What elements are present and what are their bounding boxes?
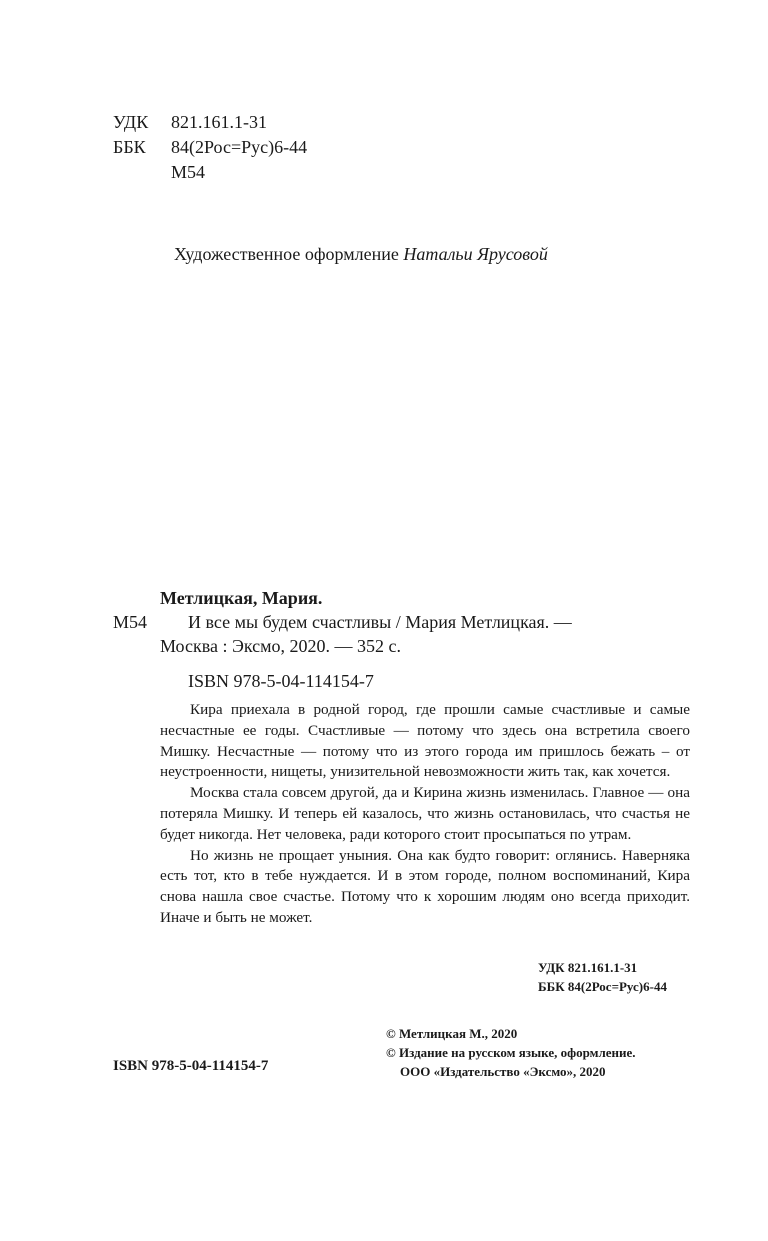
copyright-author: © Метлицкая М., 2020 — [386, 1026, 518, 1041]
bib-isbn: ISBN 978-5-04-114154-7 — [188, 671, 374, 691]
footer-udk: УДК 821.161.1-31 — [538, 960, 638, 975]
annotation-paragraph-2: Москва стала совсем другой, да и Кирина жизнь изменилась. Главное — она потеряла Мишку. И теперь ей казалось, что жизнь остановилась, что счастья не будет никогда. Нет человека, ради которого стоит просыпаться по утрам. — [160, 784, 690, 843]
bib-author: Метлицкая, Мария. — [160, 588, 323, 608]
isbn-bottom: ISBN 978-5-04-114154-7 — [113, 1058, 269, 1074]
author-code: М54 — [171, 162, 206, 182]
design-credit — [174, 244, 548, 265]
bbk-value: 84(2Рос=Рус)6-44 — [171, 137, 308, 157]
footer-classification — [538, 958, 667, 996]
author-code-line — [113, 160, 307, 185]
bib-title-line: И все мы будем счастливы / Мария Метлицкая. — — [188, 612, 572, 632]
bbk-line — [113, 135, 307, 160]
designer-name: Натальи Ярусовой — [403, 244, 548, 264]
bbk-label: ББК — [113, 137, 146, 157]
udk-label: УДК — [113, 112, 149, 132]
classification-block — [113, 110, 307, 185]
bib-imprint-line: Москва : Эксмо, 2020. — 352 с. — [160, 636, 402, 656]
annotation-paragraph-1: Кира приехала в родной город, где прошли самые счастливые и самые несчастные ее годы. Счастливые — потому что здесь она встретила своего Мишку. Несчастные — потому что из этого города им пришлось бежать – от неустроенности, нищеты, унизительной невозможности жить так, как хочется. — [160, 701, 690, 781]
copyright-block — [386, 1024, 636, 1081]
design-credit-text: Художественное оформление — [174, 244, 404, 264]
annotation-paragraph-3: Но жизнь не прощает уныния. Она как будто говорит: оглянись. Наверняка есть тот, кто в тебе нуждается. И в этом городе, полном воспоминаний, Кира снова нашла свое счастье. Потому что к хорошим людям оно всегда приходит. Иначе и быть не может. — [160, 846, 690, 926]
udk-value: 821.161.1-31 — [171, 112, 267, 132]
bib-code: М54 — [113, 612, 148, 632]
copyright-publisher: ООО «Издательство «Эксмо», 2020 — [400, 1064, 606, 1079]
footer-bbk: ББК 84(2Рос=Рус)6-44 — [538, 979, 667, 994]
annotation — [160, 700, 690, 929]
copyright-edition: © Издание на русском языке, оформление. — [386, 1045, 636, 1060]
udk-line — [113, 110, 307, 135]
